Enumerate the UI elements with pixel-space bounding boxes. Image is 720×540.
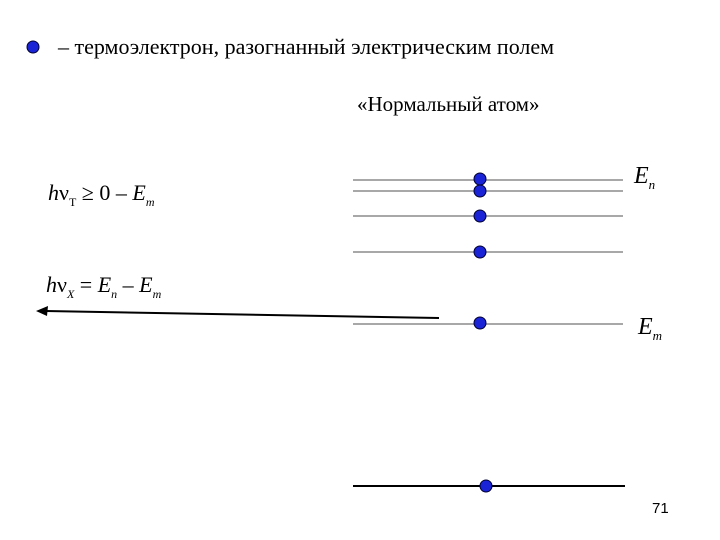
electron-dot [474, 173, 486, 185]
legend-text: – термоэлектрон, разогнанный электрическим полем [58, 34, 555, 59]
page-number: 71 [652, 500, 669, 517]
nu-subscript: X [66, 287, 75, 301]
level-symbol: E [634, 163, 649, 189]
formula-thermal-threshold [48, 180, 155, 209]
planck-h: h [48, 180, 59, 205]
level-label-upper [634, 163, 655, 190]
planck-h: h [46, 272, 57, 297]
level-subscript: n [648, 177, 656, 192]
formula-xray-emission [46, 272, 162, 301]
emission-arrowhead [36, 306, 48, 316]
nu-symbol: ν [59, 180, 69, 205]
level-symbol: E [638, 314, 653, 340]
diagram-title: «Нормальный атом» [357, 92, 540, 116]
electron-dot [474, 185, 486, 197]
energy-subscript-n: n [111, 287, 118, 301]
energy-symbol-m: E [139, 272, 153, 297]
energy-symbol-n: E [97, 272, 112, 297]
nu-symbol: ν [57, 272, 67, 297]
nu-subscript: T [68, 195, 77, 209]
electron-dot [474, 210, 486, 222]
electron-dot [474, 246, 486, 258]
energy-subscript-m: m [152, 287, 162, 301]
equals-sign: = [74, 272, 98, 297]
electron-dot [474, 317, 486, 329]
electron-dot [480, 480, 492, 492]
emission-arrow-shaft [46, 311, 439, 318]
energy-subscript: m [145, 195, 155, 209]
level-label-lower [638, 314, 662, 341]
level-subscript: m [652, 328, 663, 343]
legend-electron-marker [27, 41, 39, 53]
energy-symbol: E [132, 180, 146, 205]
relation: ≥ 0 – [76, 180, 133, 205]
minus-sign: – [117, 272, 140, 297]
